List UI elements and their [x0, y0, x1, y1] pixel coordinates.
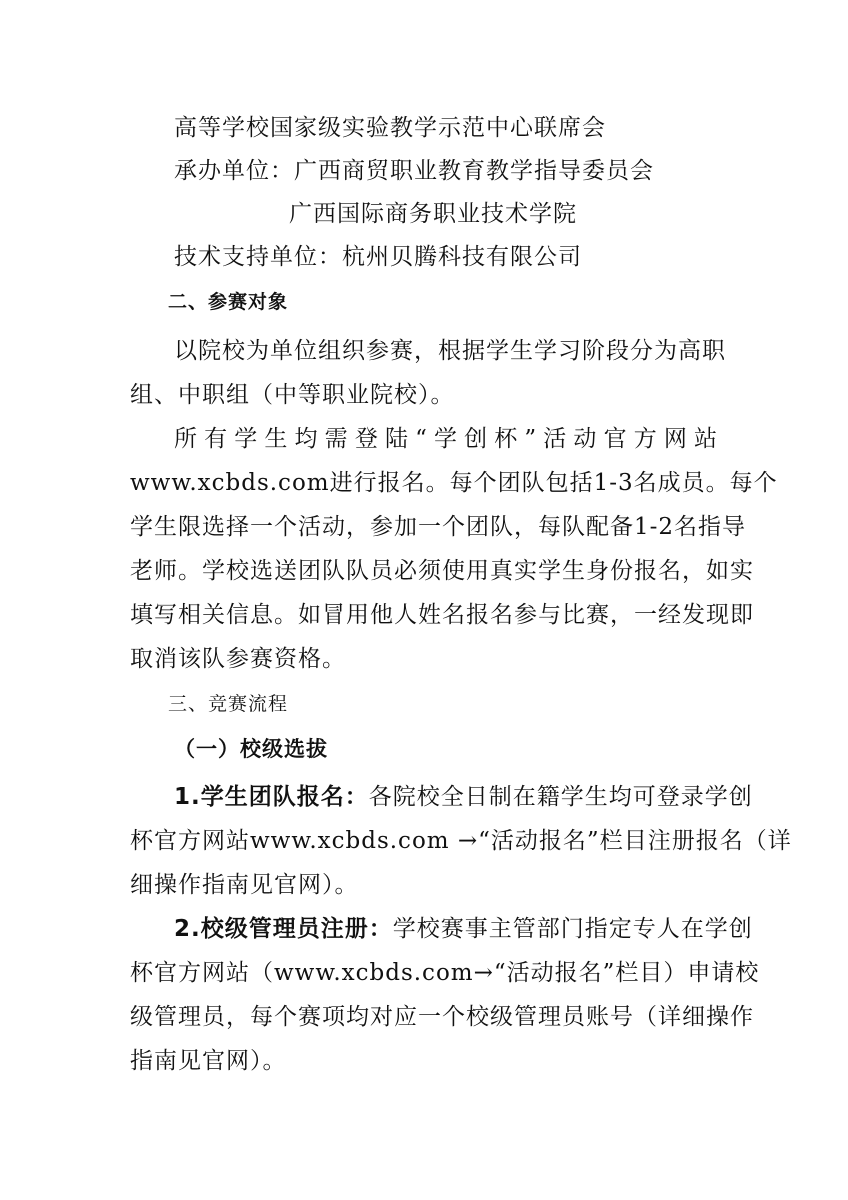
section-2-para2-line-4: 老师。学校选送团队队员必须使用真实学生身份报名，如实	[130, 558, 754, 584]
organizer-line-3: 广西国际商务职业技术学院	[289, 201, 577, 227]
item-1-text-line-1: 各院校全日制在籍学生均可登录学创	[368, 784, 753, 810]
item-2-text-line-3: 级管理员，每个赛项均对应一个校级管理员账号（详细操作	[130, 1004, 754, 1030]
section-2-para2-line-1: 所有学生均需登陆“学创杯”活动官方网站	[174, 426, 718, 452]
section-2-para2-line-5: 填写相关信息。如冒用他人姓名报名参与比赛，一经发现即	[130, 602, 754, 628]
item-2-text-line-2: 杯官方网站（www.xcbds.com→“活动报名”栏目）申请校	[130, 960, 760, 986]
item-2-text-line-1: 学校赛事主管部门指定专人在学创	[392, 916, 753, 942]
section-3-subheading: （一）校级选拔	[174, 737, 328, 761]
section-2-heading: 二、参赛对象	[168, 291, 289, 313]
organizer-line-1: 高等学校国家级实验教学示范中心联席会	[174, 115, 606, 141]
section-2-para2-line-3: 学生限选择一个活动，参加一个团队，每队配备1-2名指导	[130, 514, 747, 540]
section-2-para1-line-2: 组、中职组（中等职业院校）。	[130, 382, 455, 408]
organizer-line-4: 技术支持单位：杭州贝腾科技有限公司	[174, 244, 582, 270]
organizer-line-2: 承办单位：广西商贸职业教育教学指导委员会	[174, 158, 654, 184]
item-1-text-line-2: 杯官方网站www.xcbds.com →“活动报名”栏目注册报名（详	[130, 828, 792, 854]
item-2-text-line-4: 指南见官网）。	[130, 1048, 287, 1074]
item-2-label: 2.校级管理员注册：	[174, 916, 393, 942]
item-1-label: 1.学生团队报名：	[174, 784, 369, 810]
item-1-text-line-3: 细操作指南见官网）。	[130, 872, 359, 898]
section-2-para2-line-6: 取消该队参赛资格。	[130, 646, 346, 672]
item-1-first-line	[174, 782, 753, 812]
section-3-heading: 三、竞赛流程	[168, 693, 289, 715]
section-2-para2-line-2: www.xcbds.com进行报名。每个团队包括1-3名成员。每个	[130, 470, 778, 496]
item-2-first-line	[174, 914, 753, 944]
section-2-para1-line-1: 以院校为单位组织参赛，根据学生学习阶段分为高职	[174, 338, 726, 364]
